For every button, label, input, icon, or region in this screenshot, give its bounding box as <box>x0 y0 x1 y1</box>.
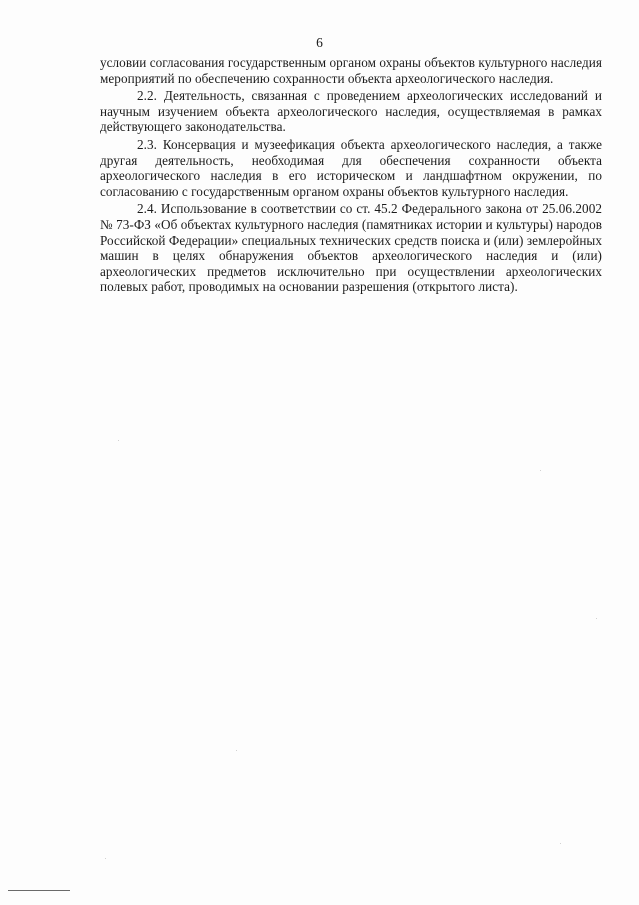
scan-speck <box>118 440 119 441</box>
scan-speck <box>560 843 561 844</box>
scan-speck <box>596 618 597 619</box>
bottom-rule <box>8 890 70 891</box>
paragraph-2-4: 2.4. Использование в соответствии со ст. 45.2 Федерального закона от 25.06.2002 № 73-ФЗ «Об объектах культурного наследия (памятниках истории и культуры) народов Российской Федерации» специальных технических средств поиска и (или) землеройных машин в целях обнаружения объектов археологического наследия и (или) археологических предметов исключительно при осуществлении археологических полевых работ, проводимых на основании разрешения (открытого листа). <box>100 201 602 295</box>
scan-speck <box>236 750 237 751</box>
paragraph-2-2: 2.2. Деятельность, связанная с проведением археологических исследований и научным изучением объекта археологического наследия, осуществляемая в рамках действующего законодательства. <box>100 88 602 135</box>
paragraph-2-3: 2.3. Консервация и музеефикация объекта археологического наследия, а также другая деятельность, необходимая для обеспечения сохранности объекта археологического наследия в его историческом и ландшафтном окружении, по согласованию с государственным органом охраны объектов культурного наследия. <box>100 136 602 199</box>
scan-speck <box>105 858 106 859</box>
document-body <box>100 55 602 297</box>
scan-speck <box>540 470 541 471</box>
paragraph-continuation: условии согласования государственным органом охраны объектов культурного наследия мероприятий по обеспечению сохранности объекта археологического наследия. <box>100 55 602 86</box>
page-number: 6 <box>316 35 323 50</box>
